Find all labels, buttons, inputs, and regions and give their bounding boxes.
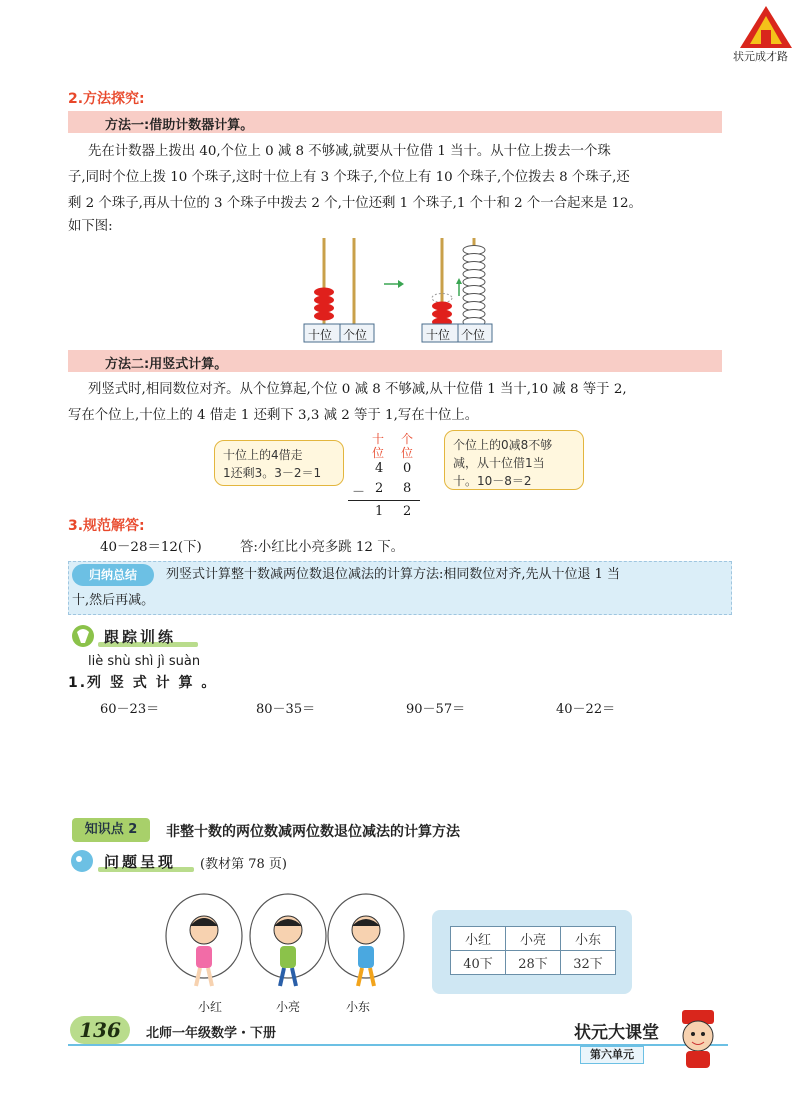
table-row — [451, 927, 616, 951]
bubble-line: 减，从十位借1当 — [453, 456, 545, 470]
paragraph-line: 如下图: — [68, 219, 113, 234]
kid-name: 小红 — [198, 1000, 223, 1014]
subtrahend-tens: 2 — [375, 481, 384, 496]
bubble-line: 十。10－8＝2 — [453, 474, 532, 488]
minuend-ones: 0 — [403, 461, 412, 476]
paragraph-line: 列竖式时,相同数位对齐。从个位算起,个位 0 减 8 不够减,从十位借 1 当十,10 减 8 等于 2, — [88, 382, 627, 397]
knowledge-point-tag: 知识点 2 — [72, 818, 150, 842]
ones-header: 位 — [401, 446, 414, 460]
summary-line: 列竖式计算整十数减两位数退位减法的计算方法:相同数位对齐,先从十位退 1 当 — [166, 567, 621, 582]
method2-label: 方法二:用竖式计算。 — [105, 357, 228, 372]
practice-item: 60－23＝ — [100, 702, 160, 717]
summary-line: 十,然后再减。 — [72, 593, 155, 608]
page-number: 136 — [70, 1016, 130, 1044]
knowledge-point-title: 非整十数的两位数减两位数退位减法的计算方法 — [166, 824, 460, 840]
subtrahend-ones: 8 — [403, 481, 412, 496]
unit-tag: 第六单元 — [580, 1046, 644, 1064]
abacus-tens-label: 十位 — [308, 328, 333, 342]
answer-equation: 40－28＝12(下) — [100, 540, 202, 555]
practice-pinyin: liè shù shì jì suàn — [88, 654, 201, 669]
problem-tag: 问题呈现 — [104, 853, 177, 871]
method1-label: 方法一:借助计数器计算。 — [105, 118, 254, 133]
kids-jump-rope-illustration — [160, 890, 420, 1000]
abacus-tens-label: 十位 — [426, 328, 451, 342]
paragraph-line: 子,同时个位上拨 10 个珠子,这时十位上有 3 个珠子,个位上有 10 个珠子,个位拨去 8 个珠子,还 — [68, 170, 630, 185]
kid-name: 小亮 — [276, 1000, 301, 1014]
ones-header: 个 — [401, 432, 414, 446]
bubble-line: 个位上的0减8不够 — [453, 438, 553, 452]
book-title: 北师一年级数学・下册 — [146, 1026, 277, 1041]
table-cell: 28下 — [506, 951, 561, 975]
jump-count-table — [450, 926, 616, 975]
result-tens: 1 — [375, 504, 384, 519]
hint-bubble-left — [214, 440, 344, 486]
practice-item: 90－57＝ — [406, 702, 466, 717]
minuend-tens: 4 — [375, 461, 384, 476]
summary-tag: 归纳总结 — [72, 564, 154, 586]
abacus-ones-label: 个位 — [343, 328, 368, 342]
practice-tag: 跟踪训练 — [104, 628, 177, 646]
paragraph-line: 剩 2 个珠子,再从十位的 3 个珠子中拨去 2 个,十位还剩 1 个珠子,1 个十和 2 个一合起来是 12。 — [68, 196, 642, 211]
kid-name: 小东 — [346, 1000, 371, 1014]
abacus-illustration — [300, 236, 500, 346]
table-cell: 40下 — [451, 951, 506, 975]
problem-source: (教材第 78 页) — [200, 857, 287, 872]
method2-band — [68, 350, 722, 372]
hint-bubble-right — [444, 430, 584, 490]
abacus-ones-label: 个位 — [461, 328, 486, 342]
bubble-line: 1还剩3。3－2＝1 — [223, 466, 322, 480]
practice-question: 1.列 竖 式 计 算 。 — [68, 675, 218, 691]
section-heading-answer: 3.规范解答: — [68, 518, 145, 534]
tens-header: 十 — [372, 432, 385, 446]
paragraph-line: 先在计数器上拨出 40,个位上 0 减 8 不够减,就要从十位借 1 当十。从十位上拨去一个珠 — [88, 144, 611, 159]
minus-sign: － — [352, 485, 366, 500]
practice-item: 80－35＝ — [256, 702, 316, 717]
logo-text: 状元成才路 — [733, 50, 788, 63]
table-row — [451, 951, 616, 975]
result-line — [348, 500, 420, 501]
table-cell: 小亮 — [506, 927, 561, 951]
table-cell: 小东 — [561, 927, 616, 951]
jump-count-table-card — [432, 910, 632, 994]
table-cell: 小红 — [451, 927, 506, 951]
series-brand: 状元大课堂 — [574, 1023, 659, 1043]
answer-sentence: 答:小红比小亮多跳 12 下。 — [240, 540, 404, 555]
tens-header: 位 — [372, 446, 385, 460]
vertical-calculation — [346, 428, 436, 522]
method1-band — [68, 111, 722, 133]
mascot-illustration — [668, 1008, 728, 1070]
practice-item: 40－22＝ — [556, 702, 616, 717]
section-heading-method: 2.方法探究: — [68, 91, 145, 107]
paragraph-line: 写在个位上,十位上的 4 借走 1 还剩下 3,3 减 2 等于 1,写在十位上。 — [68, 408, 479, 423]
bubble-line: 十位上的4借走 — [223, 448, 303, 462]
table-cell: 32下 — [561, 951, 616, 975]
method1-paragraph — [88, 139, 738, 165]
result-ones: 2 — [403, 504, 412, 519]
